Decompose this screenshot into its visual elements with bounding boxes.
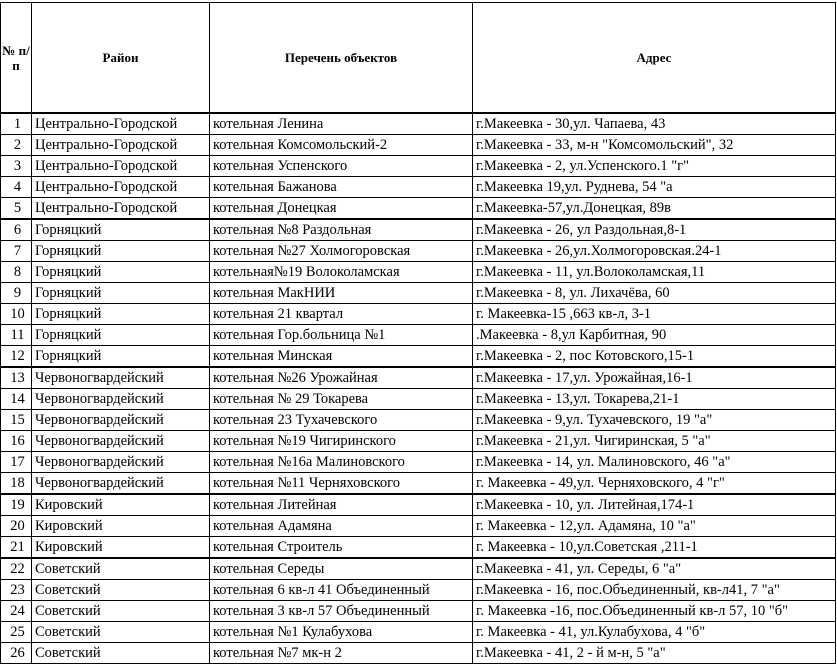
object-cell: котельная 21 квартал <box>210 304 473 325</box>
district-cell: Центрально-Городской <box>32 177 210 198</box>
address-cell: г.Макеевка - 11, ул.Волоколамская,11 <box>473 262 836 283</box>
district-cell: Советский <box>32 580 210 601</box>
row-number-cell: 18 <box>1 473 32 495</box>
row-number-cell: 8 <box>1 262 32 283</box>
object-cell: котельная №19 Чигиринского <box>210 431 473 452</box>
district-cell: Горняцкий <box>32 219 210 241</box>
object-cell: котельная Середы <box>210 558 473 580</box>
district-cell: Горняцкий <box>32 283 210 304</box>
object-cell: котельная Комсомольский-2 <box>210 135 473 156</box>
address-cell: г. Макеевка -16, пос.Объединенный кв-л 57, 10 "б" <box>473 601 836 622</box>
object-cell: котельная №7 мк-н 2 <box>210 643 473 664</box>
district-cell: Червоногвардейский <box>32 389 210 410</box>
address-cell: г. Макеевка - 41, ул.Кулабухова, 4 "б" <box>473 622 836 643</box>
table-row <box>1 410 836 431</box>
row-number-cell: 2 <box>1 135 32 156</box>
district-cell: Центрально-Городской <box>32 135 210 156</box>
table-row <box>1 156 836 177</box>
table-row <box>1 580 836 601</box>
table-row <box>1 367 836 389</box>
object-cell: котельная Минская <box>210 346 473 368</box>
row-number-cell: 15 <box>1 410 32 431</box>
address-cell: г.Макеевка 19,ул. Руднева, 54 "а <box>473 177 836 198</box>
table-row <box>1 389 836 410</box>
object-cell: котельная 6 кв-л 41 Объединенный <box>210 580 473 601</box>
row-number-cell: 7 <box>1 241 32 262</box>
object-cell: котельная МакНИИ <box>210 283 473 304</box>
table-row <box>1 283 836 304</box>
address-cell: г. Макеевка - 49,ул. Черняховского, 4 "г" <box>473 473 836 495</box>
object-cell: котельная Донецкая <box>210 198 473 220</box>
address-cell: г.Макеевка - 2, ул.Успенского.1 "г" <box>473 156 836 177</box>
object-cell: котельная №11 Черняховского <box>210 473 473 495</box>
header-address: Адрес <box>473 3 836 114</box>
table-row <box>1 219 836 241</box>
address-cell: г.Макеевка - 13,ул. Токарева,21-1 <box>473 389 836 410</box>
table-row <box>1 304 836 325</box>
address-cell: г.Макеевка - 41, ул. Середы, 6 "а" <box>473 558 836 580</box>
table-row <box>1 516 836 537</box>
address-cell: г. Макеевка - 10,ул.Советская ,211-1 <box>473 537 836 559</box>
row-number-cell: 9 <box>1 283 32 304</box>
object-cell: котельная №16а Малиновского <box>210 452 473 473</box>
district-cell: Советский <box>32 601 210 622</box>
district-cell: Червоногвардейский <box>32 452 210 473</box>
row-number-cell: 14 <box>1 389 32 410</box>
row-number-cell: 11 <box>1 325 32 346</box>
district-cell: Центрально-Городской <box>32 156 210 177</box>
table-row <box>1 325 836 346</box>
object-cell: котельная Адамяна <box>210 516 473 537</box>
header-district: Район <box>32 3 210 114</box>
district-cell: Горняцкий <box>32 304 210 325</box>
address-cell: г.Макеевка - 30,ул. Чапаева, 43 <box>473 113 836 135</box>
row-number-cell: 3 <box>1 156 32 177</box>
district-cell: Червоногвардейский <box>32 431 210 452</box>
row-number-cell: 1 <box>1 113 32 135</box>
address-cell: г.Макеевка - 17,ул. Урожайная,16-1 <box>473 367 836 389</box>
table-row <box>1 643 836 664</box>
address-cell: г. Макеевка-15 ,663 кв-л, 3-1 <box>473 304 836 325</box>
address-cell: г. Макеевка - 12,ул. Адамяна, 10 "а" <box>473 516 836 537</box>
table-row <box>1 558 836 580</box>
district-cell: Горняцкий <box>32 262 210 283</box>
table-row <box>1 198 836 220</box>
object-cell: котельная №1 Кулабухова <box>210 622 473 643</box>
header-objects: Перечень объектов <box>210 3 473 114</box>
address-cell: .Макеевка - 8,ул Карбитная, 90 <box>473 325 836 346</box>
district-cell: Червоногвардейский <box>32 473 210 495</box>
district-cell: Червоногвардейский <box>32 410 210 431</box>
address-cell: г.Макеевка - 21,ул. Чигиринская, 5 "а" <box>473 431 836 452</box>
district-cell: Центрально-Городской <box>32 198 210 220</box>
address-cell: г.Макеевка - 2, пос Котовского,15-1 <box>473 346 836 368</box>
row-number-cell: 25 <box>1 622 32 643</box>
row-number-cell: 21 <box>1 537 32 559</box>
table-row <box>1 494 836 516</box>
row-number-cell: 13 <box>1 367 32 389</box>
row-number-cell: 5 <box>1 198 32 220</box>
district-cell: Червоногвардейский <box>32 367 210 389</box>
object-cell: котельная №8 Раздольная <box>210 219 473 241</box>
row-number-cell: 12 <box>1 346 32 368</box>
object-cell: котельная Бажанова <box>210 177 473 198</box>
table-row <box>1 262 836 283</box>
row-number-cell: 26 <box>1 643 32 664</box>
object-cell: котельная №26 Урожайная <box>210 367 473 389</box>
header-row <box>1 3 836 114</box>
row-number-cell: 19 <box>1 494 32 516</box>
address-cell: г.Макеевка - 8, ул. Лихачёва, 60 <box>473 283 836 304</box>
table-row <box>1 622 836 643</box>
row-number-cell: 22 <box>1 558 32 580</box>
object-cell: котельная Строитель <box>210 537 473 559</box>
table-row <box>1 431 836 452</box>
address-cell: г.Макеевка - 26,ул.Холмогоровская.24-1 <box>473 241 836 262</box>
object-cell: котельная № 29 Токарева <box>210 389 473 410</box>
address-cell: г.Макеевка - 33, м-н "Комсомольский", 32 <box>473 135 836 156</box>
object-cell: котельная Литейная <box>210 494 473 516</box>
table-row <box>1 241 836 262</box>
table-row <box>1 452 836 473</box>
row-number-cell: 10 <box>1 304 32 325</box>
table-row <box>1 177 836 198</box>
district-cell: Советский <box>32 622 210 643</box>
address-cell: г.Макеевка - 14, ул. Малиновского, 46 "а" <box>473 452 836 473</box>
object-cell: котельная №27 Холмогоровская <box>210 241 473 262</box>
object-cell: котельная 3 кв-л 57 Объединенный <box>210 601 473 622</box>
address-cell: г.Макеевка-57,ул.Донецкая, 89в <box>473 198 836 220</box>
district-cell: Советский <box>32 558 210 580</box>
district-cell: Кировский <box>32 494 210 516</box>
row-number-cell: 23 <box>1 580 32 601</box>
row-number-cell: 6 <box>1 219 32 241</box>
district-cell: Горняцкий <box>32 325 210 346</box>
district-cell: Кировский <box>32 516 210 537</box>
address-cell: г.Макеевка - 41, 2 - й м-н, 5 "а" <box>473 643 836 664</box>
row-number-cell: 16 <box>1 431 32 452</box>
district-cell: Советский <box>32 643 210 664</box>
district-cell: Кировский <box>32 537 210 559</box>
table-row <box>1 601 836 622</box>
table-body <box>1 113 836 664</box>
district-cell: Центрально-Городской <box>32 113 210 135</box>
object-cell: котельная Гор.больница №1 <box>210 325 473 346</box>
district-cell: Горняцкий <box>32 346 210 368</box>
object-cell: котельная Успенского <box>210 156 473 177</box>
table-row <box>1 113 836 135</box>
object-cell: котельная Ленина <box>210 113 473 135</box>
object-cell: котельная 23 Тухачевского <box>210 410 473 431</box>
table-row <box>1 346 836 368</box>
row-number-cell: 20 <box>1 516 32 537</box>
table-row <box>1 537 836 559</box>
table-row <box>1 473 836 495</box>
address-cell: г.Макеевка - 16, пос.Объединенный, кв-л41, 7 "а" <box>473 580 836 601</box>
objects-table <box>0 2 836 664</box>
row-number-cell: 4 <box>1 177 32 198</box>
address-cell: г.Макеевка - 10, ул. Литейная,174-1 <box>473 494 836 516</box>
row-number-cell: 17 <box>1 452 32 473</box>
address-cell: г.Макеевка - 9,ул. Тухачевского, 19 "а" <box>473 410 836 431</box>
row-number-cell: 24 <box>1 601 32 622</box>
header-num: № п/п <box>1 3 32 114</box>
table-row <box>1 135 836 156</box>
district-cell: Горняцкий <box>32 241 210 262</box>
address-cell: г.Макеевка - 26, ул Раздольная,8-1 <box>473 219 836 241</box>
object-cell: котельная№19 Волоколамская <box>210 262 473 283</box>
